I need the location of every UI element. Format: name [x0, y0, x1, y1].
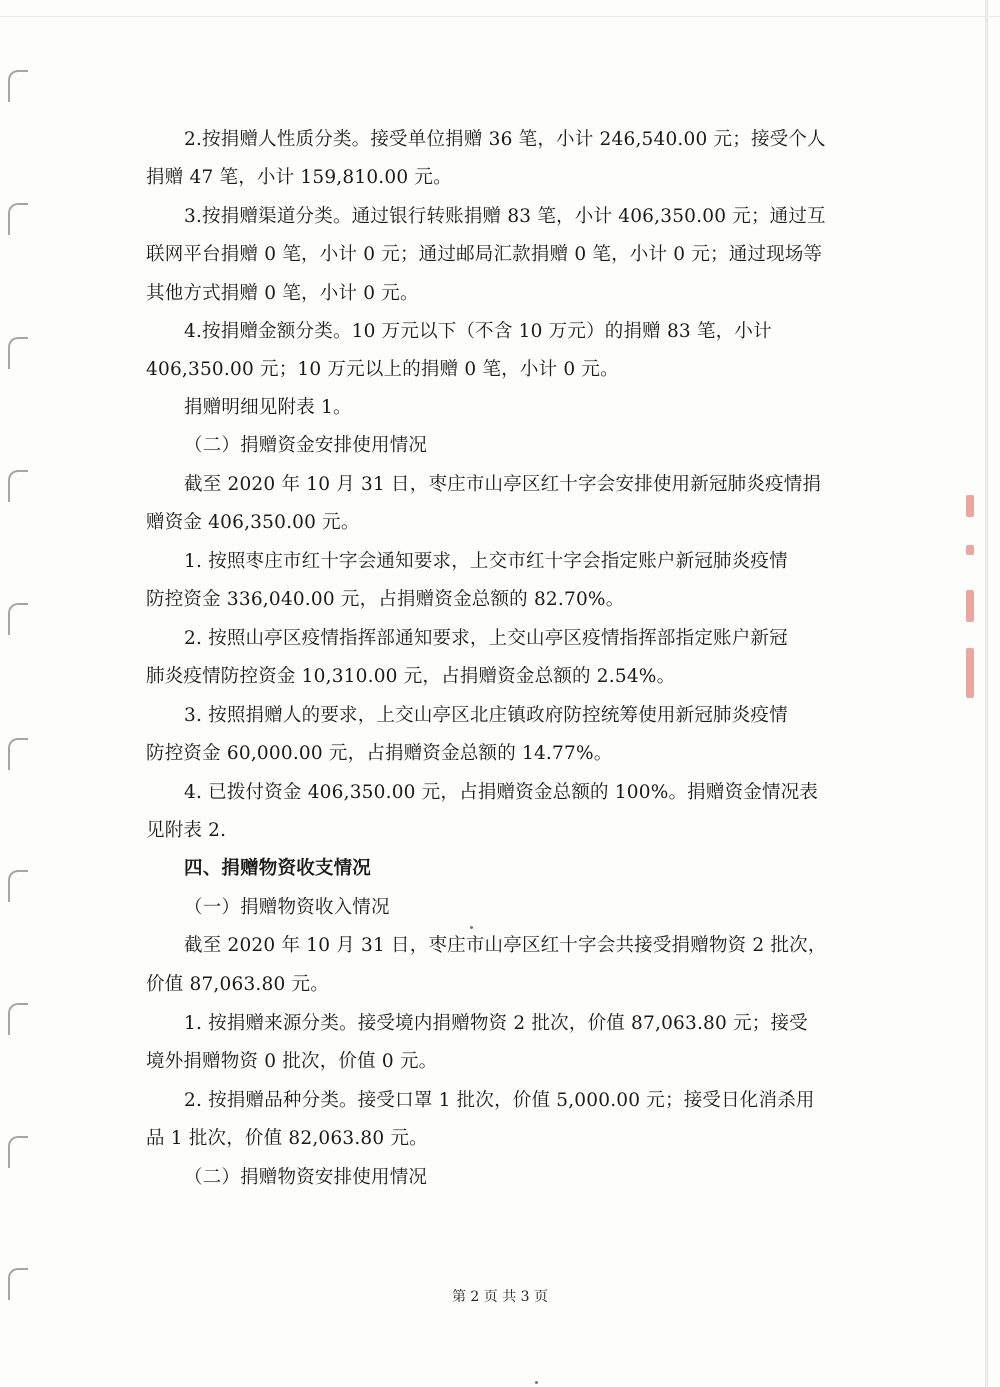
paragraph-line: 截至 2020 年 10 月 31 日，枣庄市山亭区红十字会安排使用新冠肺炎疫情捐: [184, 474, 822, 495]
scan-speck: [535, 1381, 538, 1384]
paragraph-line: 4. 已拨付资金 406,350.00 元，占捐赠资金总额的 100%。捐赠资金情况表: [184, 782, 819, 803]
binding-mark: [8, 738, 28, 770]
section-subheading: （一）捐赠物资收入情况: [184, 897, 390, 918]
binding-mark: [8, 203, 28, 235]
paragraph-line: 3. 按照捐赠人的要求，上交山亭区北庄镇政府防控统筹使用新冠肺炎疫情: [184, 705, 788, 726]
binding-mark: [8, 70, 28, 102]
paragraph-line: 品 1 批次，价值 82,063.80 元。: [146, 1128, 428, 1149]
section-subheading: （二）捐赠资金安排使用情况: [184, 435, 428, 456]
paragraph-line: 肺炎疫情防控资金 10,310.00 元，占捐赠资金总额的 2.54%。: [146, 666, 676, 687]
page-number: 第 2 页 共 3 页: [451, 1289, 549, 1305]
paragraph-line: 1. 按照枣庄市红十字会通知要求，上交市红十字会指定账户新冠肺炎疫情: [184, 551, 788, 572]
scan-top-edge: [0, 16, 1000, 17]
paragraph-line: 截至 2020 年 10 月 31 日，枣庄市山亭区红十字会共接受捐赠物资 2 批次，: [184, 935, 827, 956]
seal-fragment: [966, 648, 974, 698]
binding-mark: [8, 603, 28, 635]
binding-mark: [8, 1003, 28, 1035]
section-subheading: （二）捐赠物资安排使用情况: [184, 1167, 428, 1188]
binding-mark: [8, 1136, 28, 1168]
paragraph-line: 捐赠 47 笔，小计 159,810.00 元。: [146, 167, 452, 188]
binding-mark: [8, 470, 28, 502]
scan-right-edge: [985, 0, 988, 1387]
binding-mark: [8, 337, 28, 369]
paragraph-line: 406,350.00 元；10 万元以上的捐赠 0 笔，小计 0 元。: [146, 359, 619, 380]
paragraph-line: 捐赠明细见附表 1。: [184, 397, 352, 418]
seal-fragment: [966, 545, 974, 555]
seal-fragment: [966, 495, 974, 517]
paragraph-line: 赠资金 406,350.00 元。: [146, 512, 360, 533]
scan-speck: [470, 926, 473, 929]
paragraph-line: 2.按捐赠人性质分类。接受单位捐赠 36 笔，小计 246,540.00 元；接受个人: [184, 129, 826, 150]
paragraph-line: 境外捐赠物资 0 批次，价值 0 元。: [146, 1051, 438, 1072]
section-heading: 四、捐赠物资收支情况: [184, 858, 372, 879]
paragraph-line: 2. 按捐赠品种分类。接受口罩 1 批次，价值 5,000.00 元；接受日化消杀用: [184, 1090, 815, 1111]
paragraph-line: 其他方式捐赠 0 笔，小计 0 元。: [146, 283, 419, 304]
paragraph-line: 联网平台捐赠 0 笔，小计 0 元；通过邮局汇款捐赠 0 笔，小计 0 元；通过现场等: [146, 244, 823, 265]
binding-mark: [8, 870, 28, 902]
paragraph-line: 3.按捐赠渠道分类。通过银行转账捐赠 83 笔，小计 406,350.00 元；通过互: [184, 206, 826, 227]
paragraph-line: 防控资金 336,040.00 元，占捐赠资金总额的 82.70%。: [146, 589, 625, 610]
paragraph-line: 4.按捐赠金额分类。10 万元以下（不含 10 万元）的捐赠 83 笔，小计: [184, 321, 772, 342]
paragraph-line: 2. 按照山亭区疫情指挥部通知要求，上交山亭区疫情指挥部指定账户新冠: [184, 628, 788, 649]
paragraph-line: 防控资金 60,000.00 元，占捐赠资金总额的 14.77%。: [146, 743, 613, 764]
paragraph-line: 见附表 2.: [146, 820, 227, 841]
paragraph-line: 价值 87,063.80 元。: [146, 974, 329, 995]
paragraph-line: 1. 按捐赠来源分类。接受境内捐赠物资 2 批次，价值 87,063.80 元；接受: [184, 1013, 808, 1034]
seal-fragment: [966, 590, 974, 622]
